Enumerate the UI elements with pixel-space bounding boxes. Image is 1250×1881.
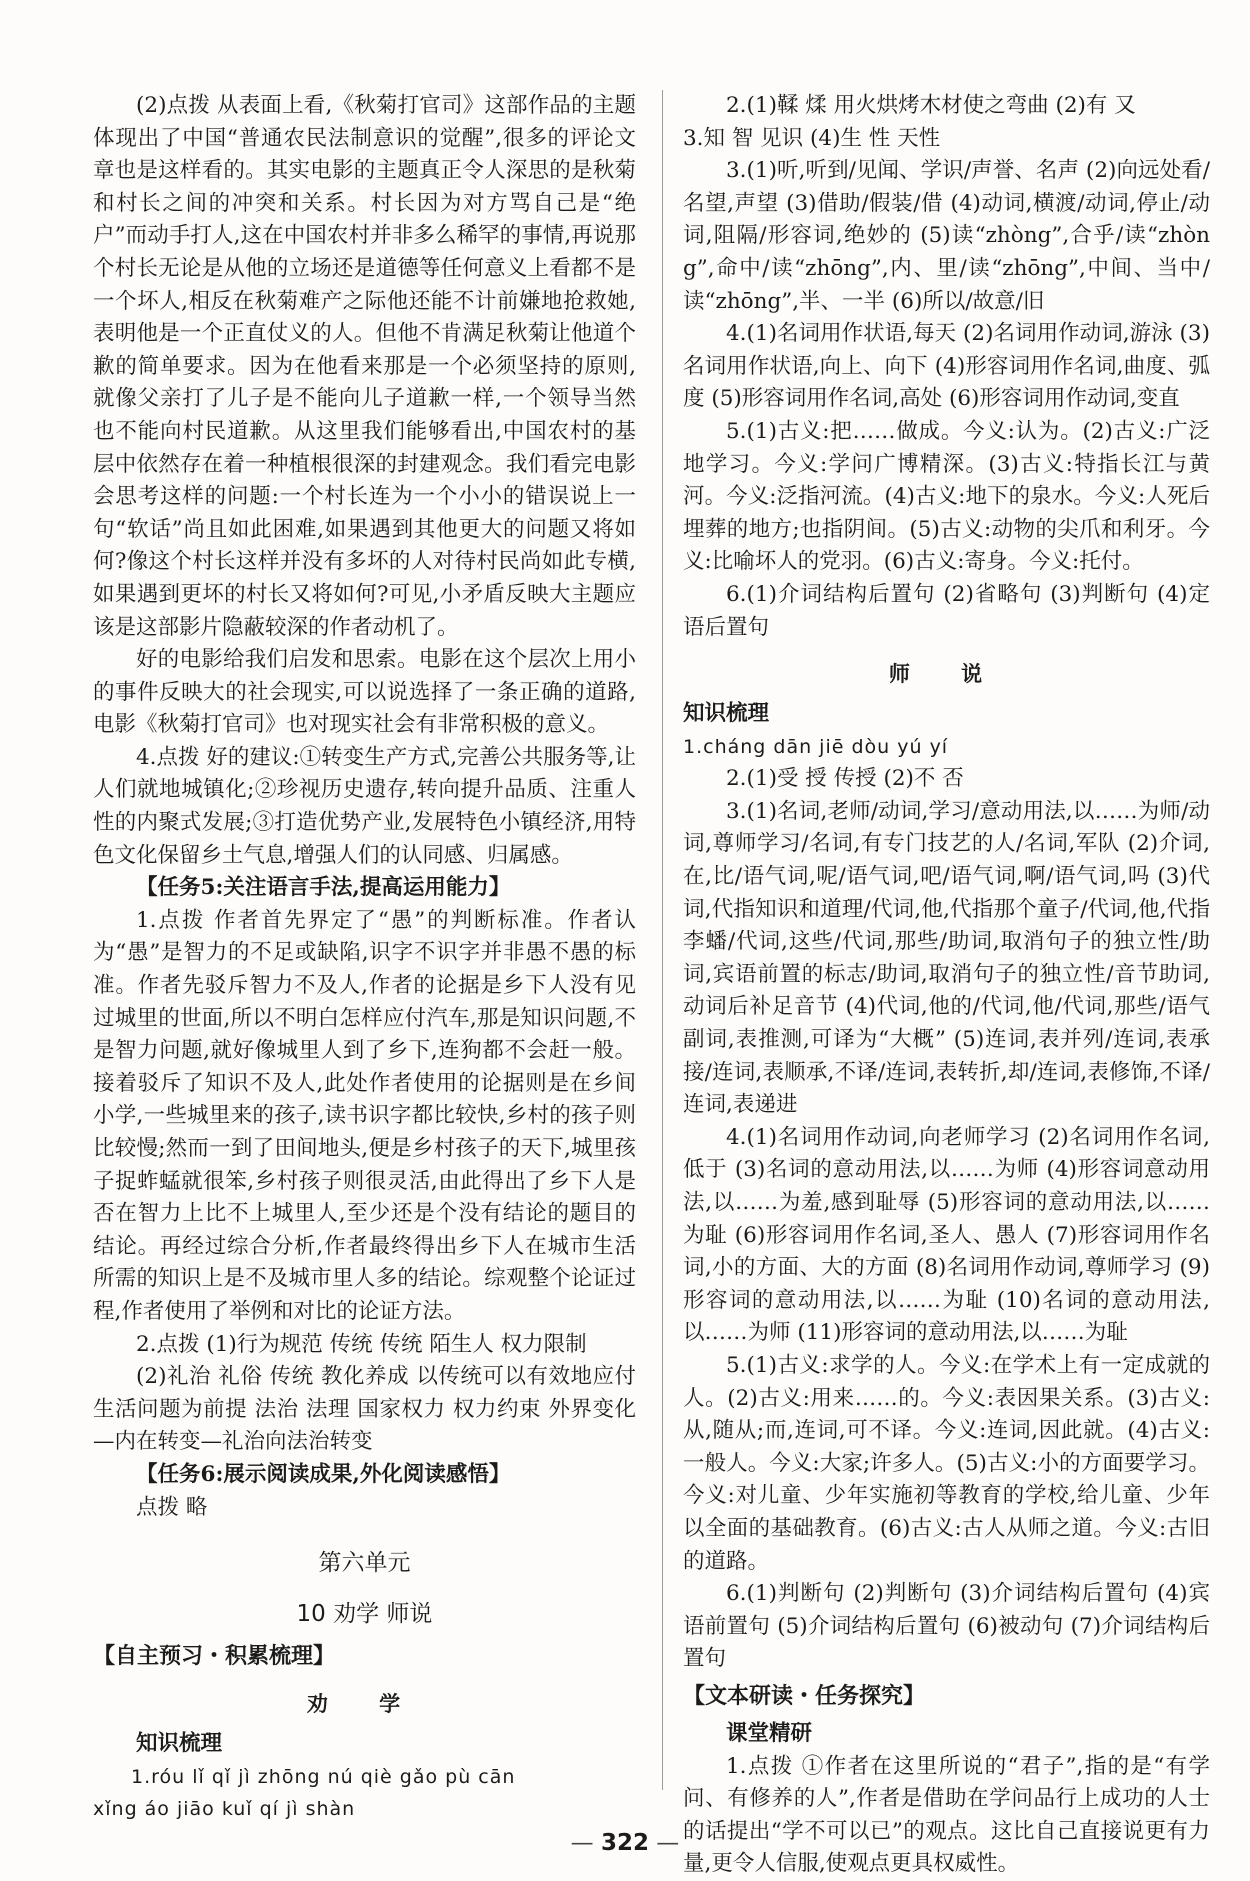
answer-3-quanxue: 3.(1)听,听到/见闻、学识/声誉、名声 (2)向远处看/名望,声望 (3)借助/假装/借 (4)动词,横渡/动词,停止/动词,阻隔/形容词,绝妙的 (5)读“zhòng”,合乎/读“zhòng”,命中/读“zhōng”,内、里/读“zhōng”,中间、当中/读“zhōng”,半、一半 (6)所以/故意/旧: [683, 158, 1210, 314]
column-divider: [662, 90, 663, 1790]
paragraph-suggestions: 4.点拨 好的建议:①转变生产方式,完善公共服务等,让人们就地城镇化;②珍视历史遗存,转向提升品质、注重人性的内聚式发展;③打造优势产业,发展特色小镇经济,用特色文化保留乡土气息,增强人们的认同感、归属感。: [93, 744, 636, 868]
section-task-heading: 【文本研读・任务探究】: [683, 1683, 926, 1709]
section-preview-heading: 【自主预习・积累梳理】: [93, 1644, 336, 1670]
answer-2-part1: 2.点拨 (1)行为规范 传统 传统 陌生人 权力限制: [136, 1331, 587, 1357]
subtitle-shishuo: 师 说: [888, 662, 1005, 687]
answer-6-shishuo: 6.(1)判断句 (2)判断句 (3)介词结构后置句 (4)宾语前置句 (5)介词结构后置句 (6)被动句 (7)介词结构后置句: [683, 1581, 1210, 1672]
answer-ketang-1: 1.点拨 ①作者在这里所说的“君子”,指的是“有学问、有修养的人”,作者是借助在学问品行上成功的人士的话提出“学不可以已”的观点。这比自己直接说更有力量,更令人信服,使观点更具权威性。: [683, 1753, 1210, 1877]
knowledge-heading-left: 知识梳理: [136, 1731, 223, 1757]
task6-heading: 【任务6:展示阅读成果,外化阅读感悟】: [136, 1461, 511, 1487]
answer-3-shishuo: 3.(1)名词,老师/动词,学习/意动用法,以……为师/动词,尊师学习/名词,有专门技艺的人/名词,军队 (2)介词,在,比/语气词,呢/语气词,吧/语气词,啊/语气词,吗 (3)代词,代指知识和道理/代词,他,代指那个童子/代词,他,代指李蟠/代词,这些/代词,那些/助词,取消句子的独立性/助词,宾语前置的标志/助词,取消句子的独立性/音节助词,动词后补足音节 (4)代词,他的/代词,他/代词,那些/语气副词,表推测,可译为“大概” (5)连词,表并列/连词,表承接/连词,表顺承,不译/连词,表转折,却/连词,表修饰,不译/连词,表递进: [683, 798, 1210, 1118]
knowledge-heading-right: 知识梳理: [683, 701, 770, 727]
answer-4-shishuo: 4.(1)名词用作动词,向老师学习 (2)名词用作名词,低于 (3)名词的意动用法,以……为师 (4)形容词意动用法,以……为羞,感到耻辱 (5)形容词的意动用法,以……为耻 (6)形容词用作名词,圣人、愚人 (7)形容词用作名词,小的方面、大的方面 (8)名词用作动词,尊师学习 (9)形容词的意动用法,以……为耻 (10)名词的意动用法,以……为师 (11)形容词的意动用法,以……为耻: [683, 1124, 1210, 1346]
answer-2-quanxue: 2.(1)鞣 煣 用火烘烤木材使之弯曲 (2)有 又: [726, 93, 1136, 118]
pinyin-line-1: 1.róu lǐ qǐ jì zhōng nú qiè gǎo pù cān: [131, 1765, 516, 1788]
paragraph-argument-analysis: 1.点拨 作者首先界定了“愚”的判断标准。作者认为“愚”是智力的不足或缺陷,识字不识字并非愚不愚的标准。作者先驳斥智力不及人,作者的论据是乡下人没有见过城里的世面,所以不明白怎样应付汽车,那是知识问题,不是智力问题,就好像城里人到了乡下,连狗都不会赶一般。接着驳斥了知识不及人,此处作者使用的论据则是在乡间小学,一些城里来的孩子,读书识字都比较快,乡村的孩子则比较慢;然而一到了田间地头,便是乡村孩子的天下,城里孩子捉蚱蜢就很笨,乡村孩子则很灵活,由此得出了乡下人是否在智力上比不上城里人,至少还是个没有结论的题目的结论。再经过综合分析,作者最终得出乡下人在城市生活所需的知识上是不及城市里人多的结论。综观整个论证过程,作者使用了举例和对比的论证方法。: [93, 907, 636, 1324]
pinyin-line-2: xǐng áo jiāo kuǐ qí jì shàn: [93, 1798, 356, 1821]
answer-6-quanxue: 6.(1)介词结构后置句 (2)省略句 (3)判断句 (4)定语后置句: [683, 581, 1210, 640]
answer-4-quanxue: 4.(1)名词用作状语,每天 (2)名词用作动词,游泳 (3)名词用作状语,向上、向下 (4)形容词用作名词,曲度、弧度 (5)形容词用作名词,高处 (6)形容词用作动词,变直: [683, 321, 1210, 412]
answer-2-continued: 3.知 智 见识 (4)生 性 天性: [683, 125, 941, 151]
left-column: [93, 90, 636, 1826]
answer-5-shishuo: 5.(1)古义:求学的人。今义:在学术上有一定成就的人。(2)古义:用来……的。今义:表因果关系。(3)古义:从,随从;而,连词,可不译。今义:连词,因此就。(4)古义:一般人。今义:大家;许多人。(5)古义:小的方面要学习。今义:对儿童、少年实施初等教育的学校,给儿童、少年以全面的基础教育。(6)古义:古人从师之道。今义:古旧的道路。: [683, 1352, 1210, 1574]
ketang-heading: 课堂精研: [726, 1720, 813, 1746]
answer-task6: 点拨 略: [136, 1494, 208, 1520]
paragraph-qiuju-analysis: (2)点拨 从表面上看,《秋菊打官司》这部作品的主题体现出了中国“普通农民法制意识的觉醒”,很多的评论文章也是这样看的。其实电影的主题真正令人深思的是秋菊和村长之间的冲突和关系。村长因为对方骂自己是“绝户”而动手打人,这在中国农村并非多么稀罕的事情,再说那个村长无论是从他的立场还是道德等任何意义上看都不是一个坏人,相反在秋菊难产之际他还能不计前嫌地抢救她,表明他是一个正直仗义的人。但他不肯满足秋菊让他道个歉的简单要求。因为在他看来那是一个必须坚持的原则,就像父亲打了儿子是不能向儿子道歉一样,一个领导当然也不能向村民道歉。从这里我们能够看出,中国农村的基层中依然存在着一种植根很深的封建观念。我们看完电影会思考这样的问题:一个村长连为一个小小的错误说上一句“软话”尚且如此困难,如果遇到其他更大的问题又将如何?像这个村长这样并没有多坏的人对待村民尚如此专横,如果遇到更坏的村长又将如何?可见,小矛盾反映大主题应该是这部影片隐蔽较深的作者动机了。: [93, 93, 636, 640]
answer-2-shishuo: 2.(1)受 授 传授 (2)不 否: [726, 766, 964, 792]
lesson-title: 10 劝学 师说: [296, 1601, 433, 1628]
pinyin-shishuo: 1.cháng dān jiē dòu yú yí: [683, 735, 949, 758]
subtitle-quanxue: 劝 学: [306, 1692, 423, 1717]
unit-title: 第六单元: [318, 1550, 411, 1577]
answer-5-quanxue: 5.(1)古义:把……做成。今义:认为。(2)古义:广泛地学习。今义:学问广博精深。(3)古义:特指长江与黄河。今义:泛指河流。(4)古义:地下的泉水。今义:人死后埋葬的地方;也指阴间。(5)古义:动物的尖爪和利牙。今义:比喻坏人的党羽。(6)古义:寄身。今义:托付。: [683, 418, 1210, 575]
paragraph-film-meaning: 好的电影给我们启发和思索。电影在这个层次上用小的事件反映大的社会现实,可以说选择了一条正确的道路,电影《秋菊打官司》也对现实社会有非常积极的意义。: [93, 647, 636, 738]
page-footer: — 322 —: [570, 1830, 680, 1856]
task5-heading: 【任务5:关注语言手法,提高运用能力】: [136, 875, 511, 901]
right-column: [683, 90, 1210, 1881]
page-number: 322: [600, 1830, 649, 1856]
answer-2-part2: (2)礼治 礼俗 传统 教化养成 以传统可以有效地应付生活问题为前提 法治 法理 国家权力 权力约束 外界变化—内在转变—礼治向法治转变: [93, 1364, 636, 1455]
